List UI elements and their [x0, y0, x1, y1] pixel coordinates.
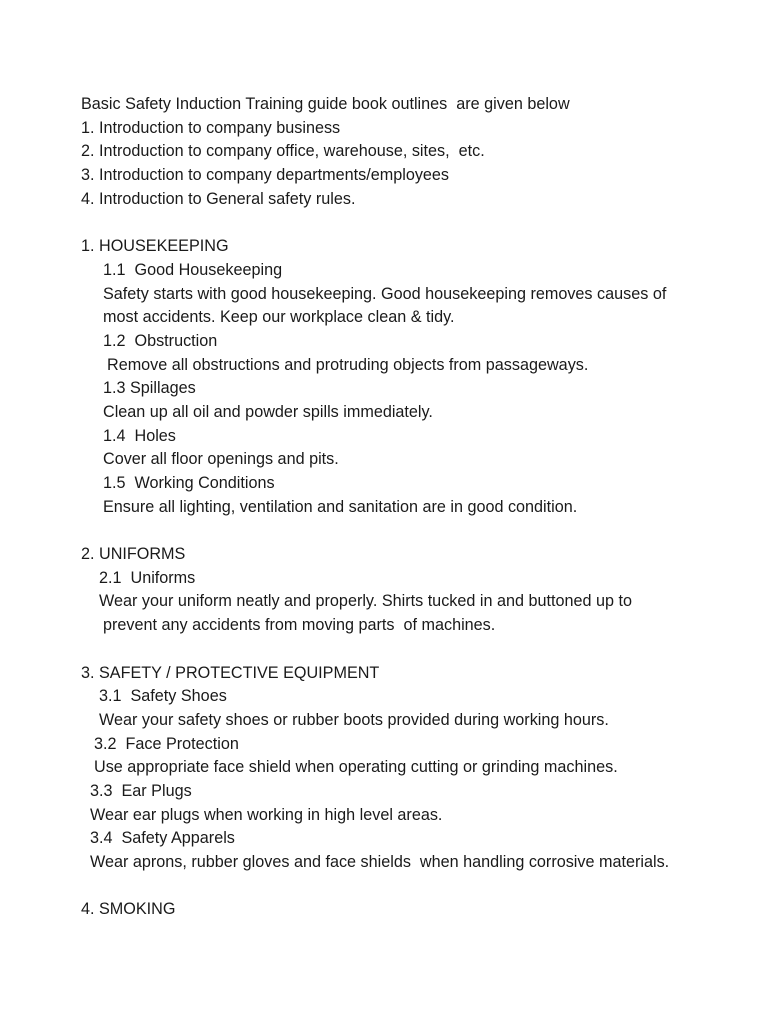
subsection-text: Cover all floor openings and pits. [103, 450, 339, 469]
subsection-text: most accidents. Keep our workplace clean & tidy. [103, 308, 455, 327]
subsection-title: 1.3 Spillages [103, 379, 196, 398]
section-heading-housekeeping: 1. HOUSEKEEPING [81, 237, 229, 256]
subsection-text: prevent any accidents from moving parts of machines. [103, 616, 496, 635]
subsection-title: 1.2 Obstruction [103, 331, 218, 350]
subsection-text: Clean up all oil and powder spills immediately. [103, 402, 433, 421]
subsection-title: 3.4 Safety Apparels [90, 829, 235, 848]
section-heading-uniforms: 2. UNIFORMS [81, 545, 186, 564]
outline-item: 4. Introduction to General safety rules. [81, 189, 356, 208]
subsection-title: 1.4 Holes [103, 426, 176, 445]
spacer [81, 519, 741, 543]
section-heading-smoking: 4. SMOKING [81, 900, 176, 919]
section-heading-equipment: 3. SAFETY / PROTECTIVE EQUIPMENT [81, 663, 380, 682]
outline-item: 3. Introduction to company departments/employees [81, 166, 450, 185]
subsection-text: Wear your uniform neatly and properly. Shirts tucked in and buttoned up to [99, 592, 632, 611]
subsection-text: Ensure all lighting, ventilation and sanitation are in good condition. [103, 497, 578, 516]
outline-item: 2. Introduction to company office, warehouse, sites, etc. [81, 142, 485, 161]
outline-title: Basic Safety Induction Training guide book outlines are given below [81, 95, 570, 113]
spacer [81, 211, 741, 235]
spacer [81, 638, 741, 662]
subsection-text: Wear your safety shoes or rubber boots provided during working hours. [99, 710, 609, 729]
outline-item: 1. Introduction to company business [81, 118, 341, 137]
subsection-text: Safety starts with good housekeeping. Good housekeeping removes causes of [103, 284, 667, 303]
subsection-text: Use appropriate face shield when operating cutting or grinding machines. [94, 758, 618, 777]
subsection-title: 1.5 Working Conditions [103, 474, 275, 492]
spacer [81, 875, 741, 899]
subsection-title: 3.1 Safety Shoes [99, 687, 227, 706]
subsection-text: Wear aprons, rubber gloves and face shields when handling corrosive materials. [90, 853, 670, 871]
subsection-title: 3.2 Face Protection [94, 734, 239, 753]
subsection-title: 3.3 Ear Plugs [90, 781, 192, 800]
subsection-text: Wear ear plugs when working in high level areas. [90, 805, 443, 824]
subsection-title: 1.1 Good Housekeeping [103, 260, 283, 279]
subsection-title: 2.1 Uniforms [99, 568, 196, 587]
document-body [81, 93, 741, 922]
subsection-text: Remove all obstructions and protruding objects from passageways. [107, 355, 589, 374]
